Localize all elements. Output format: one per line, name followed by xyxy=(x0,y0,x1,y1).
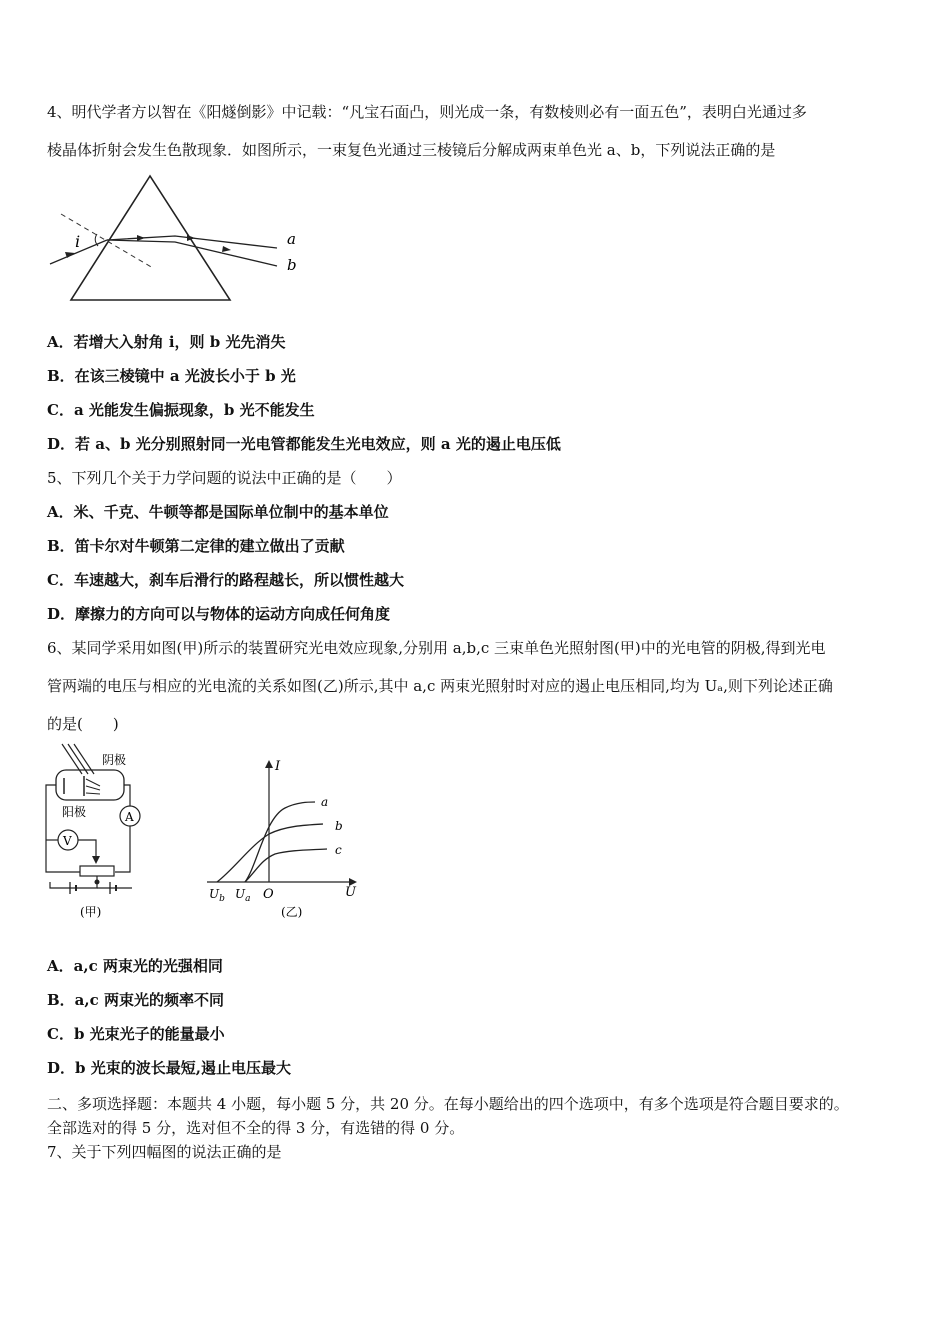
label-a: a xyxy=(287,230,296,248)
ammeter-label: A xyxy=(125,810,134,824)
ub-subscript: b xyxy=(219,894,225,904)
svg-text:Ua xyxy=(235,887,251,904)
q5-option-b: B．笛卡尔对牛顿第二定律的建立做出了贡献 xyxy=(47,537,345,555)
q6-option-d: D．b 光束的波长最短,遏止电压最大 xyxy=(47,1059,291,1077)
section2-title-line2: 全部选对的得 5 分，选对但不全的得 3 分，有选错的得 0 分。 xyxy=(47,1119,465,1137)
q6-option-b: B．a,c 两束光的频率不同 xyxy=(47,991,224,1009)
q7-stem: 7、关于下列四幅图的说法正确的是 xyxy=(47,1143,282,1161)
q6-stem-line1: 6、某同学采用如图(甲)所示的装置研究光电效应现象,分别用 a,b,c 三束单色光照射图(甲)中的光电管的阴极,得到光电 xyxy=(47,639,826,657)
refracted-ray-b xyxy=(107,240,277,266)
phototube xyxy=(56,770,124,800)
y-axis-label: I xyxy=(275,759,281,774)
circuit-caption: (甲) xyxy=(80,905,102,919)
q4-option-d: D．若 a、b 光分别照射同一光电管都能发生光电效应，则 a 光的遏止电压低 xyxy=(47,435,561,453)
q6-option-c: C．b 光束光子的能量最小 xyxy=(47,1025,225,1043)
q4-stem-line2: 棱晶体折射会发生色散现象．如图所示，一束复色光通过三棱镜后分解成两束单色光 a、b，下列说法正确的是 xyxy=(47,141,776,159)
curve-b xyxy=(217,824,323,882)
q5-option-a: A．米、千克、牛顿等都是国际单位制中的基本单位 xyxy=(47,503,389,521)
q5-option-c: C．车速越大，刹车后滑行的路程越长，所以惯性越大 xyxy=(47,571,404,589)
cathode-label: 阴极 xyxy=(102,753,127,767)
ub-label: U xyxy=(209,887,220,901)
prism-figure xyxy=(45,172,310,307)
circuit-figure xyxy=(40,742,155,927)
q6-stem-line3: 的是( ) xyxy=(47,715,119,733)
section2-title-line1: 二、多项选择题：本题共 4 小题，每小题 5 分，共 20 分。在每小题给出的四个选项中，有多个选项是符合题目要求的。 xyxy=(47,1095,849,1113)
q5-stem: 5、下列几个关于力学问题的说法中正确的是（ ） xyxy=(47,469,402,487)
ua-label: U xyxy=(235,887,246,901)
svg-text:Ub xyxy=(209,887,225,904)
label-i: i xyxy=(75,232,81,251)
voltmeter-label: V xyxy=(63,834,72,848)
q6-option-a: A．a,c 两束光的光强相同 xyxy=(47,957,223,975)
q5-option-d: D．摩擦力的方向可以与物体的运动方向成任何角度 xyxy=(47,605,391,623)
x-axis-label: U xyxy=(345,885,356,900)
curve-a-label: a xyxy=(321,795,329,809)
q4-option-c: C．a 光能发生偏振现象，b 光不能发生 xyxy=(47,401,315,419)
rheostat xyxy=(80,866,114,876)
iu-graph xyxy=(205,756,365,924)
anode-label: 阳极 xyxy=(62,805,87,819)
origin-label: O xyxy=(263,887,274,902)
graph-caption: (乙) xyxy=(281,905,303,919)
q4-stem-line1: 4、明代学者方以智在《阳燧倒影》中记载：“凡宝石面凸，则光成一条，有数棱则必有一面五色”，表明白光通过多 xyxy=(47,103,807,121)
curve-c-label: c xyxy=(335,843,342,857)
q4-option-a: A．若增大入射角 i，则 b 光先消失 xyxy=(47,333,286,351)
q6-stem-line2: 管两端的电压与相应的光电流的关系如图(乙)所示,其中 a,c 两束光照射时对应的遏止电压相同,均为 Uₐ,则下列论述正确 xyxy=(47,677,833,695)
curve-b-label: b xyxy=(335,819,343,833)
q4-option-b: B．在该三棱镜中 a 光波长小于 b 光 xyxy=(47,367,296,385)
ua-subscript: a xyxy=(245,894,251,904)
label-b: b xyxy=(287,256,297,274)
